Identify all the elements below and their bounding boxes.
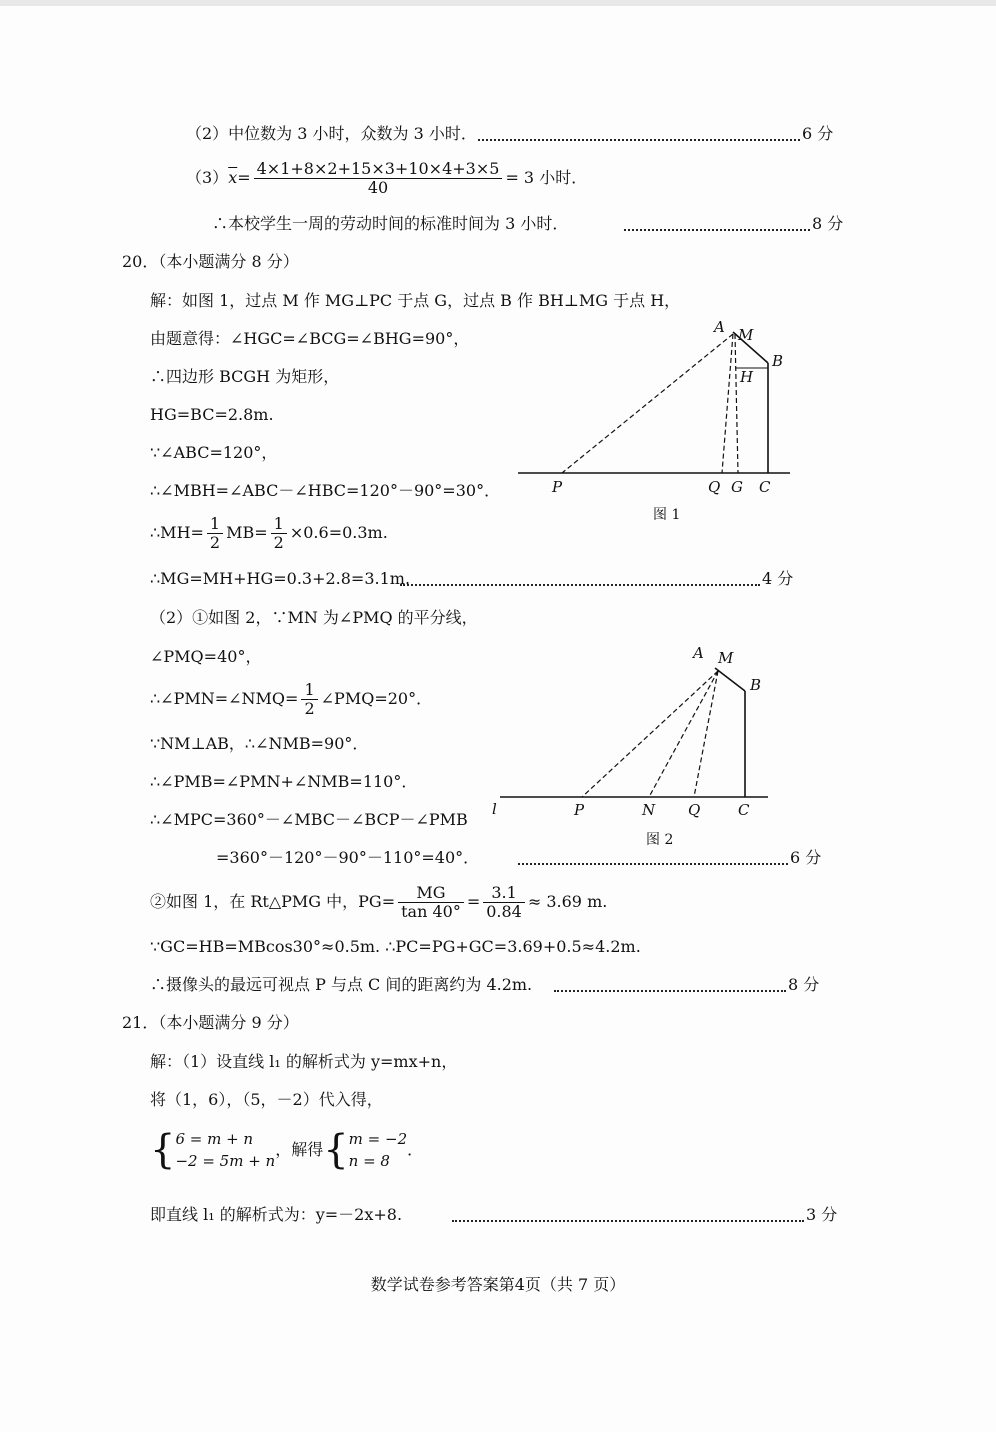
numerator: 3.1: [483, 884, 525, 903]
numerator: MG: [398, 884, 464, 903]
solution-system: [349, 1128, 407, 1172]
segment-ab: [715, 668, 745, 691]
label-q: Q: [688, 801, 701, 819]
label-n: N: [642, 801, 656, 819]
s19-line4: ∴本校学生一周的劳动时间的标准时间为 3 小时．: [212, 214, 569, 233]
s20-line18: ∴摄像头的最远可视点 P 与点 C 间的距离约为 4.2m.: [150, 975, 533, 994]
s19-line2: （2）中位数为 3 小时，众数为 3 小时．: [186, 124, 477, 143]
s20-line2: 由题意得：∠HGC=∠BCG=∠BHG=90°，: [150, 329, 470, 348]
s20-line8: ∴MG=MH+HG=0.3+2.8=3.1m.: [150, 569, 411, 588]
s21-line1: 解：（1）设直线 l₁ 的解析式为 y=mx+n，: [150, 1052, 458, 1071]
s20-line15: =360°－120°－90°－110°=40°．: [216, 848, 480, 867]
figure-1-caption: 图 1: [653, 507, 681, 523]
equals: =: [466, 892, 481, 911]
numerator: 1: [301, 681, 317, 700]
s20-line1: 解：如图 1，过点 M 作 MG⊥PC 于点 G，过点 B 作 BH⊥MG 于点 H，: [150, 291, 681, 310]
tan-fraction: [398, 884, 464, 921]
s20-line5: ∵∠ABC=120°，: [150, 443, 278, 462]
label-l: l: [492, 800, 497, 818]
s20-line9: （2）①如图 2，∵MN 为∠PMQ 的平分线，: [150, 608, 478, 627]
score: 8 分: [812, 214, 844, 233]
half-fraction: [301, 681, 317, 718]
s20-line13: ∴∠PMB=∠PMN+∠NMB=110°．: [150, 772, 418, 791]
s21-system: [150, 1128, 423, 1172]
label-p: P: [552, 478, 563, 496]
s21-line2: 将（1，6），（5，－2）代入得，: [150, 1090, 383, 1109]
label-m: M: [718, 649, 734, 667]
perpendicular-mg: [735, 334, 738, 473]
angle-equation: ∴∠PMN=∠NMQ=: [150, 689, 299, 708]
label-a: A: [693, 644, 704, 662]
mean-symbol: $\overline{x}$: [228, 168, 238, 187]
numerator: 1: [271, 515, 287, 534]
mh-label: ∴MH=: [150, 523, 204, 542]
denominator: tan 40°: [401, 902, 461, 921]
s20-line12: ∵NM⊥AB，∴∠NMB=90°．: [150, 734, 369, 753]
label-h: H: [740, 368, 754, 386]
result: = 3 小时．: [505, 168, 588, 187]
value-fraction: [483, 884, 525, 921]
label-g: G: [731, 478, 743, 496]
denominator: 2: [209, 533, 221, 552]
label-q: Q: [708, 478, 721, 496]
denominator: 0.84: [486, 902, 522, 921]
denominator: 2: [273, 533, 284, 552]
equation-1: 6 = m + n: [175, 1130, 254, 1148]
pg-label: ②如图 1，在 Rt△PMG 中，PG=: [150, 892, 396, 911]
s20-line4: HG=BC=2.8m.: [150, 405, 274, 424]
label-a: A: [714, 318, 725, 336]
s20-line3: ∴四边形 BCGH 为矩形，: [150, 367, 340, 386]
s20-line17: ∵GC=HB=MBcos30°≈0.5m. ∴PC=PG+GC=3.69+0.5≈4.2m.: [150, 937, 641, 956]
label-b: B: [772, 352, 784, 370]
s20-line7: [150, 512, 388, 554]
period: ．: [407, 1140, 424, 1159]
s20-line6: ∴∠MBH=∠ABC－∠HBC=120°－90°=30°．: [150, 481, 501, 500]
label-b: B: [750, 676, 762, 694]
figure-2-caption: 图 2: [646, 832, 674, 848]
leader-dots: [518, 863, 788, 865]
angle-result: ∠PMQ=20°．: [320, 689, 433, 708]
s20-line14: ∴∠MPC=360°－∠MBC－∠BCP－∠PMB: [150, 810, 468, 829]
score: 8 分: [788, 975, 820, 994]
equation-2: −2 = 5m + n: [175, 1152, 276, 1170]
label-m: M: [738, 326, 754, 344]
label-c: C: [738, 801, 750, 819]
mean-fraction: [254, 160, 503, 197]
mh-result: ×0.6=0.3m.: [289, 523, 388, 542]
leader-dots: [452, 1220, 804, 1222]
sight-line-p: [582, 671, 718, 797]
s20-line11: [150, 678, 432, 720]
denominator: 2: [304, 699, 315, 718]
pg-result: ≈ 3.69 m.: [527, 892, 608, 911]
numerator: 1: [207, 515, 223, 534]
left-brace: {: [323, 1127, 349, 1173]
top-band: [0, 0, 996, 6]
bisector-mn: [649, 671, 718, 797]
leader-dots: [478, 139, 800, 141]
leader-dots: [624, 229, 810, 231]
s20-header: 20．（本小题满分 8 分）: [122, 252, 299, 271]
item-label: （3）: [186, 168, 229, 187]
leader-dots: [400, 584, 760, 586]
s19-line3: [186, 158, 587, 198]
numerator: 4×1+8×2+15×3+10×4+3×5: [254, 160, 503, 179]
left-brace: {: [150, 1127, 176, 1173]
solution-m: m = −2: [348, 1130, 408, 1148]
page-footer: 数学试卷参考答案第4页（共 7 页）: [370, 1275, 626, 1294]
sight-line-q: [722, 334, 733, 473]
score: 3 分: [806, 1205, 838, 1224]
s20-line16: [150, 880, 607, 924]
score: 6 分: [802, 124, 834, 143]
denominator: 40: [367, 178, 389, 197]
half-fraction: [207, 515, 223, 552]
score: 4 分: [762, 569, 794, 588]
sight-line-p: [562, 334, 733, 473]
mb-label: MB=: [226, 523, 268, 542]
equation-system: [175, 1128, 275, 1172]
equals: =: [237, 168, 251, 187]
s21-line3: 即直线 l₁ 的解析式为：y=－2x+8.: [150, 1205, 403, 1224]
s20-line10: ∠PMQ=40°，: [150, 647, 262, 666]
figure-2: [486, 638, 786, 858]
figure-1: [500, 310, 810, 530]
label-p: P: [574, 801, 585, 819]
solve-text: ，解得: [275, 1140, 324, 1159]
s21-header: 21．（本小题满分 9 分）: [122, 1013, 299, 1032]
half-fraction: [271, 515, 287, 552]
label-c: C: [759, 478, 771, 496]
score: 6 分: [790, 848, 822, 867]
leader-dots: [554, 990, 786, 992]
solution-n: n = 8: [348, 1152, 390, 1170]
